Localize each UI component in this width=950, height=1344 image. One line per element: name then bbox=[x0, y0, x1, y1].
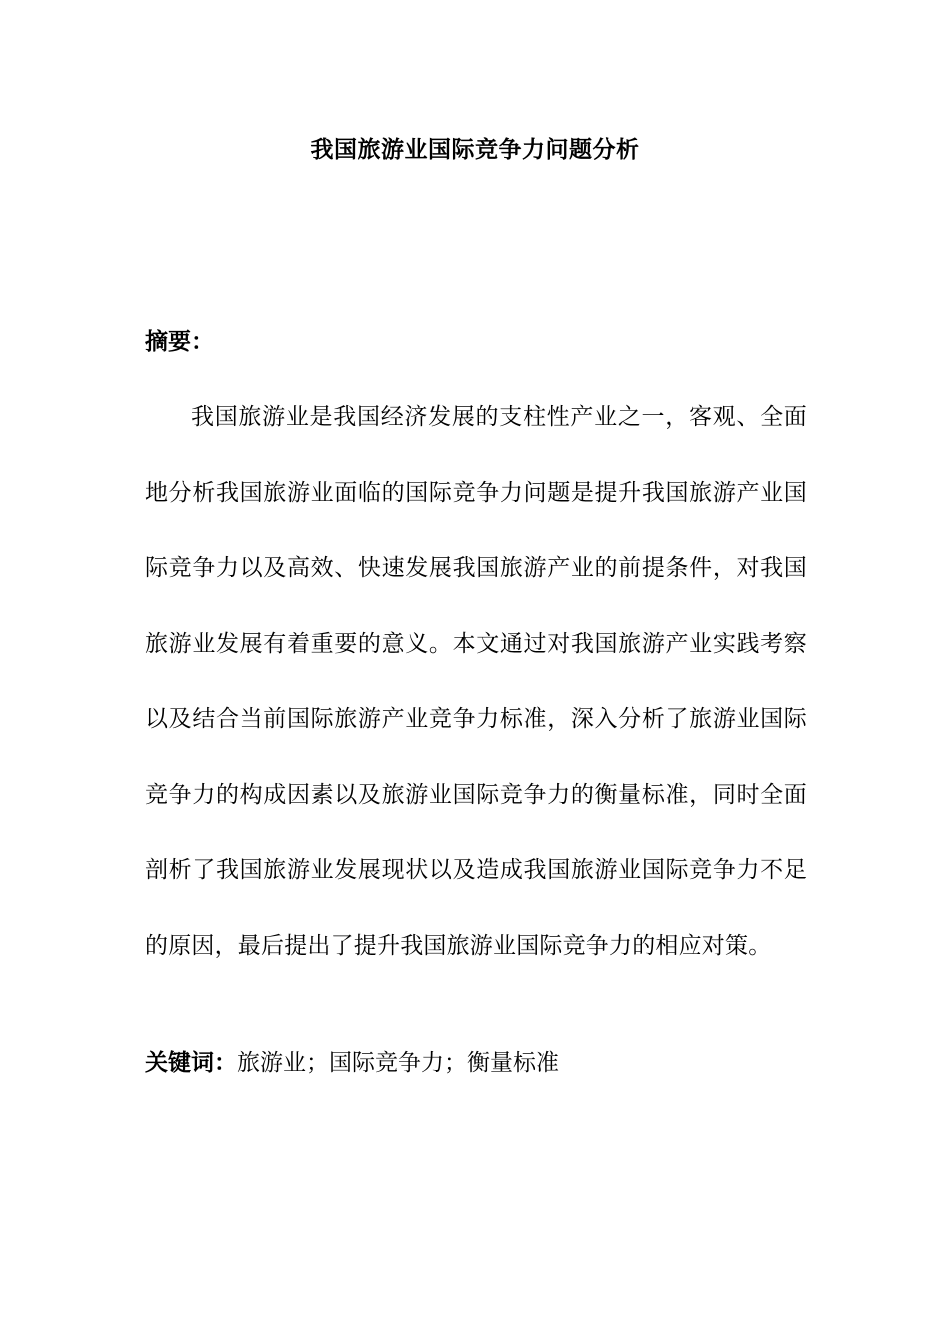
keywords-label: 关键词： bbox=[145, 1049, 237, 1076]
abstract-body: 我国旅游业是我国经济发展的支柱性产业之一，客观、全面地分析我国旅游业面临的国际竞争力问题是提升我国旅游产业国际竞争力以及高效、快速发展我国旅游产业的前提条件，对我国旅游业发展有着重要的意义。本文通过对我国旅游产业实践考察以及结合当前国际旅游产业竞争力标准，深入分析了旅游业国际竞争力的构成因素以及旅游业国际竞争力的衡量标准，同时全面剖析了我国旅游业发展现状以及造成我国旅游业国际竞争力不足的原因，最后提出了提升我国旅游业国际竞争力的相应对策。 bbox=[145, 404, 807, 959]
keywords-line bbox=[145, 1043, 559, 1083]
document-title: 我国旅游业国际竞争力问题分析 bbox=[310, 136, 640, 163]
abstract-heading: 摘要： bbox=[145, 328, 214, 355]
keywords-text: 旅游业；国际竞争力；衡量标准 bbox=[237, 1050, 559, 1076]
